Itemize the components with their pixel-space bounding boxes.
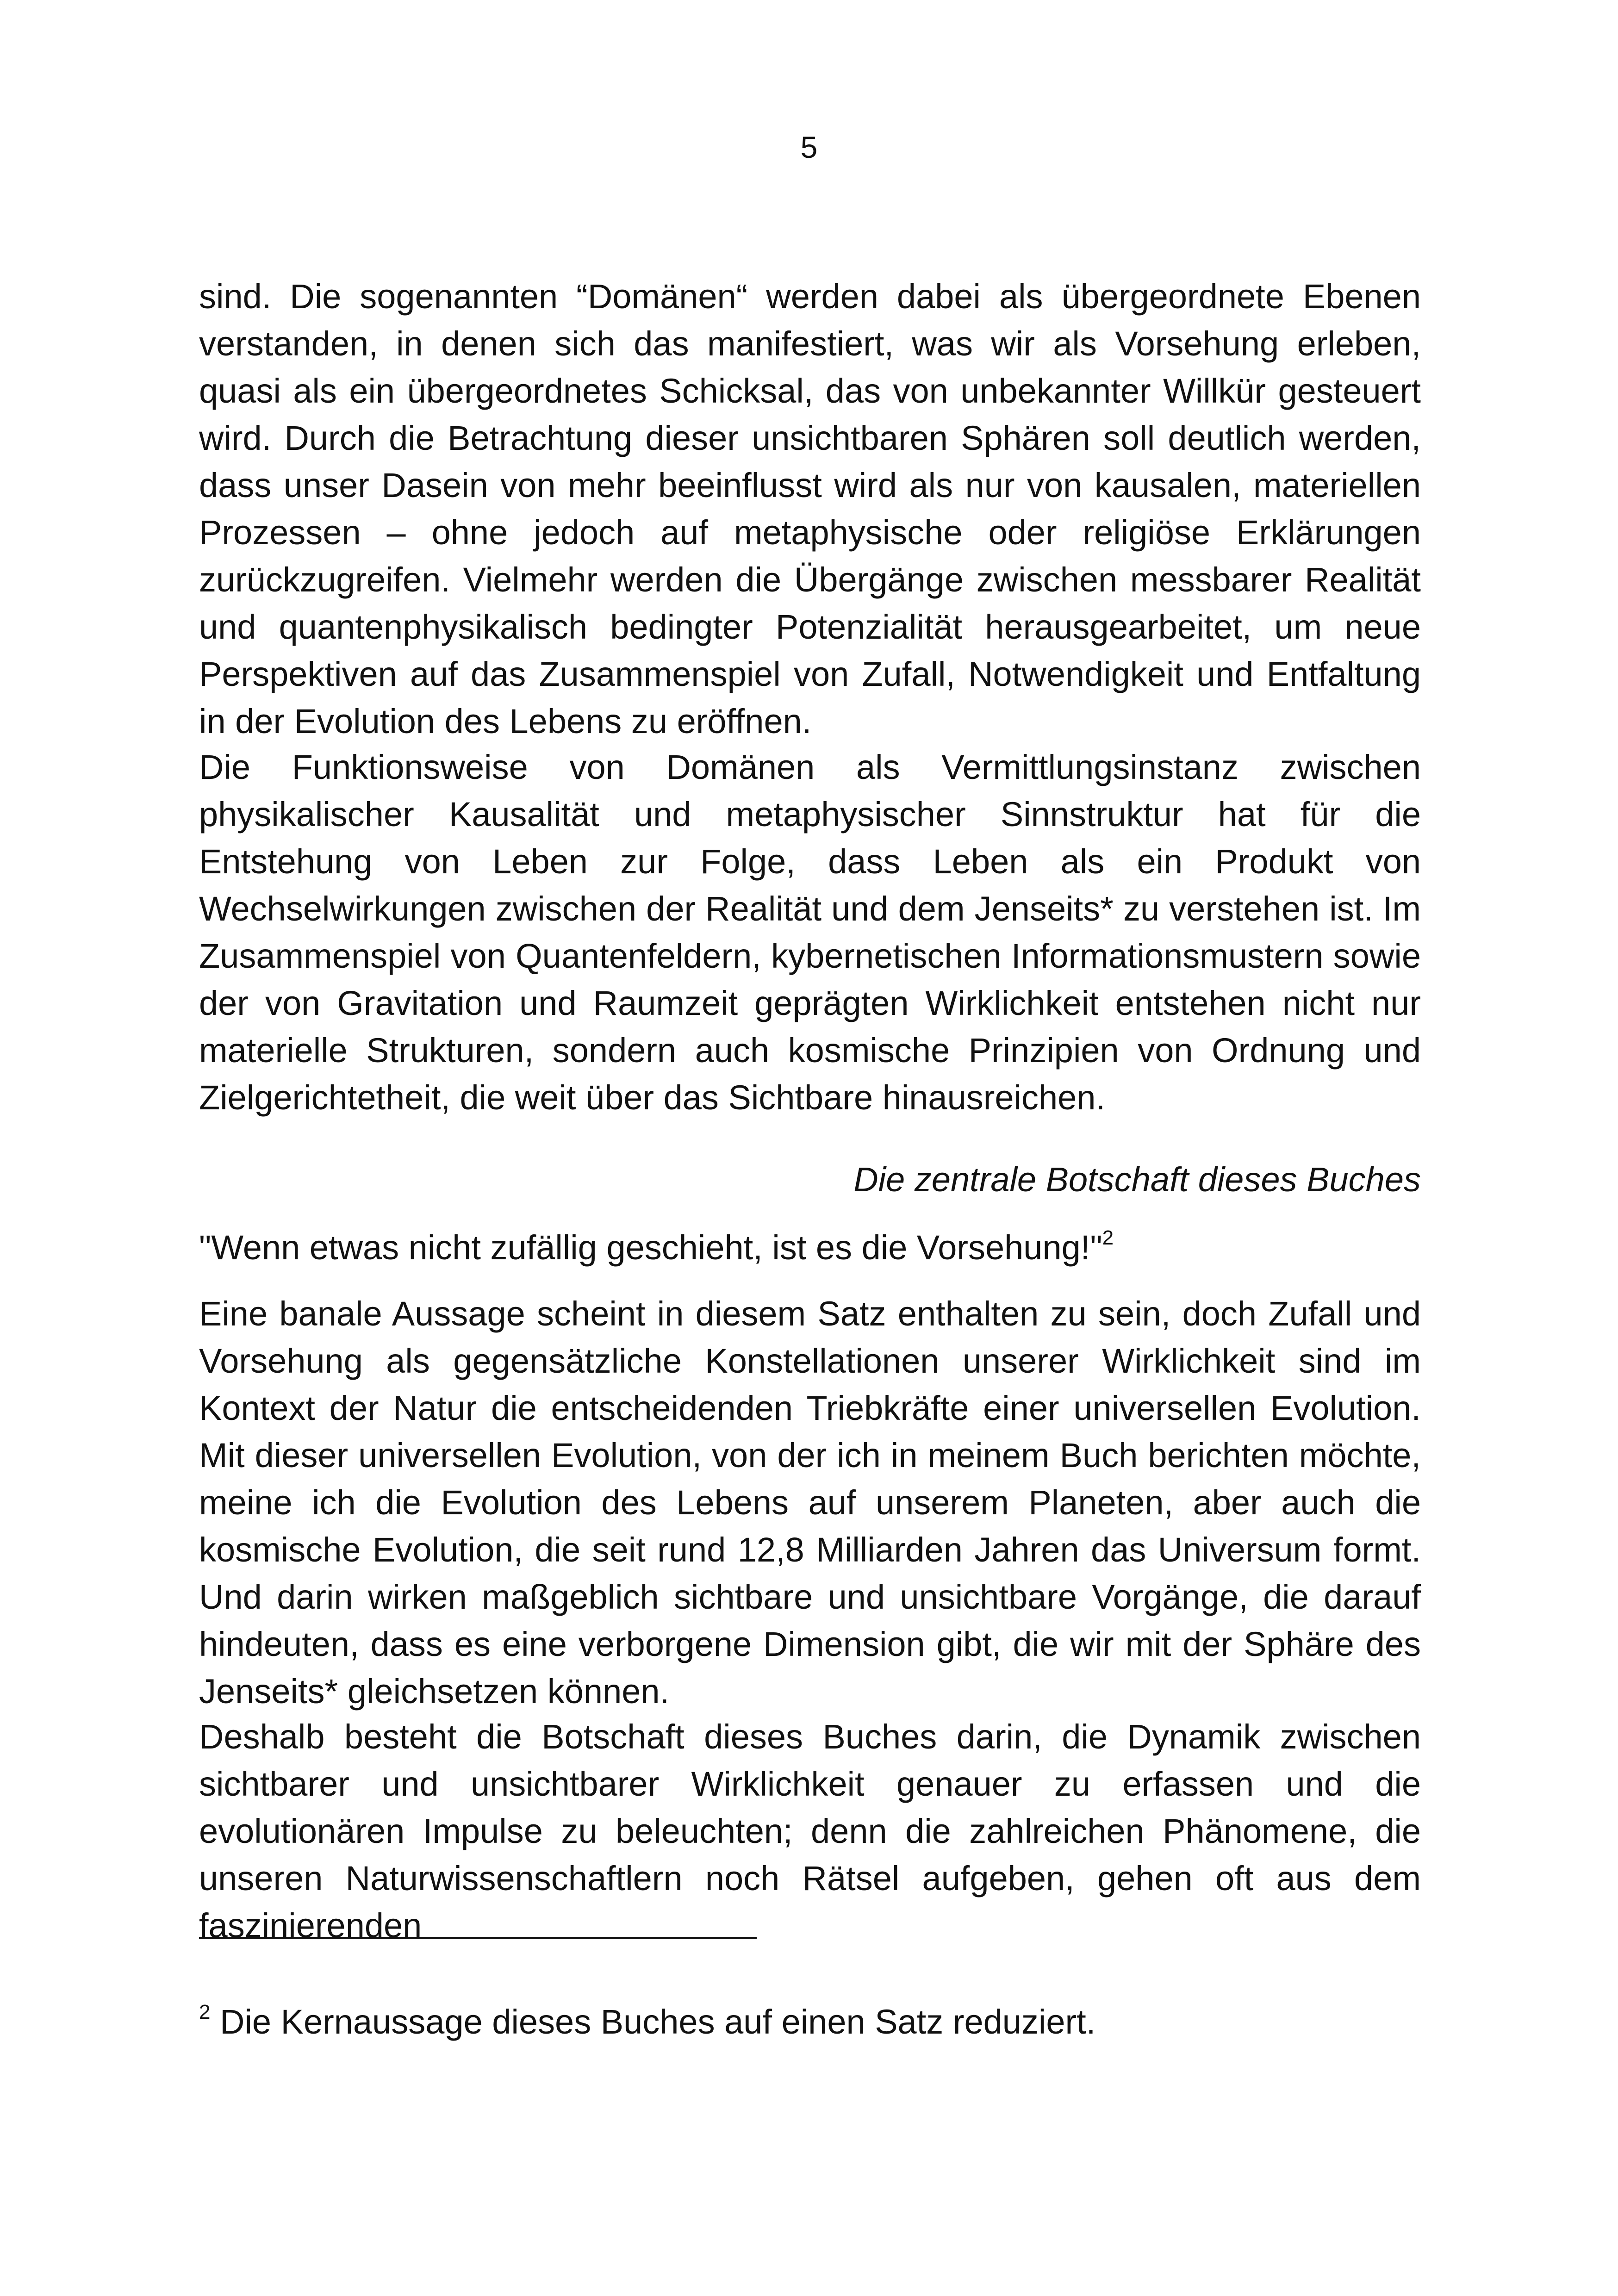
section-heading: Die zentrale Botschaft dieses Buches (853, 1160, 1421, 1199)
paragraph-text: Eine banale Aussage scheint in diesem Satz enthalten zu sein, doch Zufall und Vorsehung als gegensätzliche Konstellationen unserer Wirklichkeit sind im Kontext der Natur die entscheidenden Triebkräfte einer universellen Evolution. Mit dieser universellen Evolution, von der ich in meinem Buch berichten möchte, meine ich die Evolution des Lebens auf unserem Planeten, aber auch die kosmische Evolution, die seit rund 12,8 Milliarden Jahren das Universum formt. Und darin wirken maßgeblich sichtbare und unsichtbare Vorgänge, die darauf hindeuten, dass es eine verborgene Dimension gibt, die wir mit der Sphäre des Jenseits* gleichsetzen können. (199, 1294, 1421, 1711)
quote-text: "Wenn etwas nicht zufällig geschieht, ist es die Vorsehung!" (199, 1228, 1102, 1267)
footnote-text: Die Kernaussage dieses Buches auf einen Satz reduziert. (220, 2003, 1096, 2041)
footnote-reference: 2 (1102, 1226, 1114, 1250)
paragraph-text: Deshalb besteht die Botschaft dieses Buches darin, die Dynamik zwischen sichtbarer und unsichtbarer Wirklichkeit genauer zu erfassen und die evolutionären Impulse zu beleuchten; denn die zahlreichen Phänomene, die unseren Naturwissenschaftlern noch Rätsel aufgeben, gehen oft aus dem faszinierenden (199, 1717, 1421, 1945)
quote (199, 1224, 1421, 1271)
paragraph-text: Die Funktionsweise von Domänen als Vermittlungsinstanz zwischen physikalischer Kausalität und metaphysischer Sinnstruktur hat für die Entstehung von Leben zur Folge, dass Leben als ein Produkt von Wechselwirkungen zwischen der Realität und dem Jenseits* zu verstehen ist. Im Zusammenspiel von Quantenfeldern, kybernetischen Informationsmustern sowie der von Gravitation und Raumzeit geprägten Wirklichkeit entstehen nicht nur materielle Strukturen, sondern auch kosmische Prinzipien von Ordnung und Zielgerichtetheit, die weit über das Sichtbare hinausreichen. (199, 748, 1421, 1117)
footnote-divider (199, 1937, 757, 1939)
footnote-marker: 2 (199, 2001, 211, 2024)
body-paragraph (199, 273, 1421, 745)
body-paragraph (199, 744, 1421, 1121)
page-number: 5 (800, 130, 818, 164)
body-paragraph (199, 1290, 1421, 1715)
paragraph-text: sind. Die sogenannten “Domänen“ werden dabei als übergeordnete Ebenen verstanden, in denen sich das manifestiert, was wir als Vorsehung erleben, quasi als ein übergeordnetes Schicksal, das von unbekannter Willkür gesteuert wird. Durch die Betrachtung dieser unsichtbaren Sphären soll deutlich werden, dass unser Dasein von mehr beeinflusst wird als nur von kausalen, materiellen Prozessen – ohne jedoch auf metaphysische oder religiöse Erklärungen zurückzugreifen. Vielmehr werden die Übergänge zwischen messbarer Realität und quantenphysikalisch bedingter Potenzialität herausgearbeitet, um neue Perspektiven auf das Zusammenspiel von Zufall, Notwendigkeit und Entfaltung in der Evolution des Lebens zu eröffnen. (199, 277, 1421, 740)
body-paragraph (199, 1713, 1421, 1949)
footnote (199, 1998, 1421, 2046)
